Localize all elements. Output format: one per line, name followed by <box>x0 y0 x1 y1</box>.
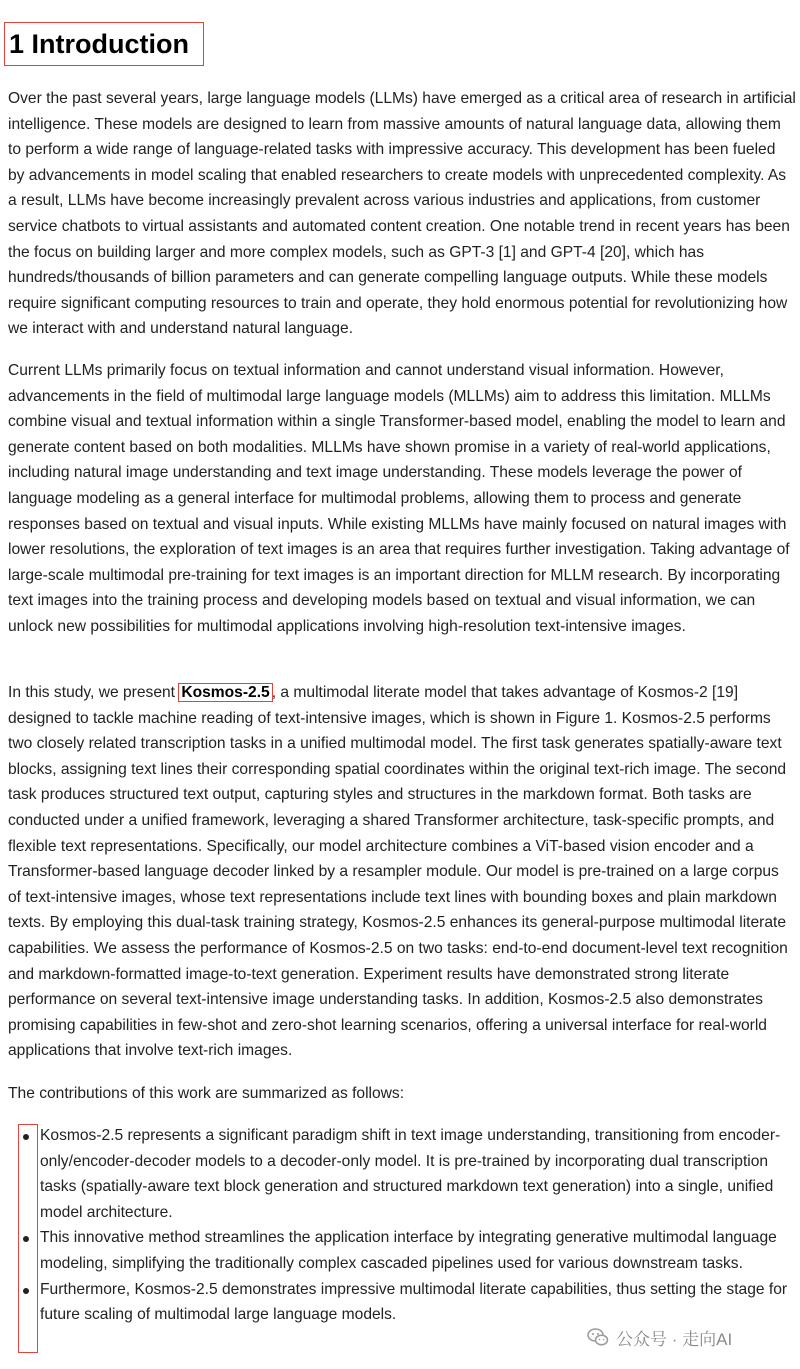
bullet-icon <box>23 1236 29 1242</box>
list-item <box>0 1225 800 1276</box>
list-item-text: Furthermore, Kosmos-2.5 demonstrates impressive multimodal literate capabilities, thus setting the stage for future scaling of multimodal large language models. <box>40 1280 788 1324</box>
paragraph-llm-background: Over the past several years, large language models (LLMs) have emerged as a critical area of research in artificial intelligence. These models are designed to learn from massive amounts of natural language data, allowing them to perform a wide range of language-related tasks with impressive accuracy. This development has been fueled by advancements in model scaling that enabled researchers to create models with unprecedented complexity. As a result, LLMs have become increasingly prevalent across various industries and applications, from customer service chatbots to virtual assistants and automated content creation. One notable trend in recent years has been the focus on building larger and more complex models, such as GPT-3 [1] and GPT-4 [20], which has hundreds/thousands of billion parameters and can generate compelling language outputs. While these models require significant computing resources to train and operate, they hold enormous potential for revolutionizing how we interact with and understand natural language. <box>8 90 796 338</box>
list-item <box>0 1277 800 1328</box>
paragraph-contributions-intro: The contributions of this work are summarized as follows: <box>8 1085 405 1102</box>
bullet-icon <box>23 1288 29 1294</box>
list-item-text: This innovative method streamlines the application interface by integrating generative multimodal language modeling, simplifying the traditionally complex cascaded pipelines used for various downstream tasks. <box>40 1229 777 1272</box>
contributions-list <box>0 1123 800 1328</box>
list-item-text: Kosmos-2.5 represents a significant paradigm shift in text image understanding, transitioning from encoder-only/encoder-decoder models to a decoder-only model. It is pre-trained by incorporating dual transcription tasks (spatially-aware text block generation and structured markdown text generation) into a single, unified model architecture. <box>40 1127 781 1221</box>
watermark <box>586 1323 732 1351</box>
wechat-icon <box>586 1325 610 1349</box>
watermark-text: 公众号 · 走向AI <box>616 1329 733 1349</box>
section-heading: 1 Introduction <box>9 29 189 59</box>
paragraph-kosmos-study <box>8 680 796 1064</box>
paragraph-kosmos-body: , a multimodal literate model that takes advantage of Kosmos-2 [19] designed to tackle machine reading of text-intensive images, which is shown in Figure 1. Kosmos-2.5 performs two closely related transcription tasks in a unified multimodal model. The first task generates spatially-aware text blocks, assigning text lines their corresponding spatial coordinates within the original text-rich image. The second task produces structured text output, capturing styles and structures in the markdown format. Both tasks are conducted under a unified framework, leveraging a shared Transformer architecture, task-specific prompts, and flexible text representations. Specifically, our model architecture combines a ViT-based vision encoder and a Transformer-based language decoder linked by a resampler module. Our model is pre-trained on a large corpus of text-intensive images, whose text representations include text lines with bounding boxes and plain markdown texts. By employing this dual-task training strategy, Kosmos-2.5 enhances its general-purpose multimodal literate capabilities. We assess the performance of Kosmos-2.5 on two tasks: end-to-end document-level text recognition and markdown-formatted image-to-text generation. Experiment results have demonstrated strong literate performance on several text-intensive image understanding tasks. In addition, Kosmos-2.5 also demonstrates promising capabilities in few-shot and zero-shot learning scenarios, offering a universal interface for real-world applications that involve text-rich images. <box>8 684 788 1060</box>
paragraph-kosmos-lead: In this study, we present <box>8 684 180 701</box>
paragraph-mllm-background: Current LLMs primarily focus on textual information and cannot understand visual information. However, advancements in the field of multimodal large language models (MLLMs) aim to address this limitation. MLLMs combine visual and textual information within a single Transformer-based model, enabling the model to learn and generate content based on both modalities. MLLMs have shown promise in a variety of real-world applications, including natural image understanding and text image understanding. These models leverage the power of language modeling as a general interface for multimodal problems, allowing them to process and generate responses based on textual and visual inputs. While existing MLLMs have mainly focused on natural images with lower resolutions, the exploration of text images is an area that requires further investigation. Taking advantage of large-scale multimodal pre-training for text images is an important direction for MLLM research. By incorporating text images into the training process and developing models based on textual and visual information, we can unlock new possibilities for multimodal applications involving high-resolution text-intensive images. <box>8 362 790 635</box>
bullet-icon <box>23 1134 29 1140</box>
list-item <box>0 1123 800 1225</box>
kosmos-highlight: Kosmos-2.5 <box>181 684 270 701</box>
